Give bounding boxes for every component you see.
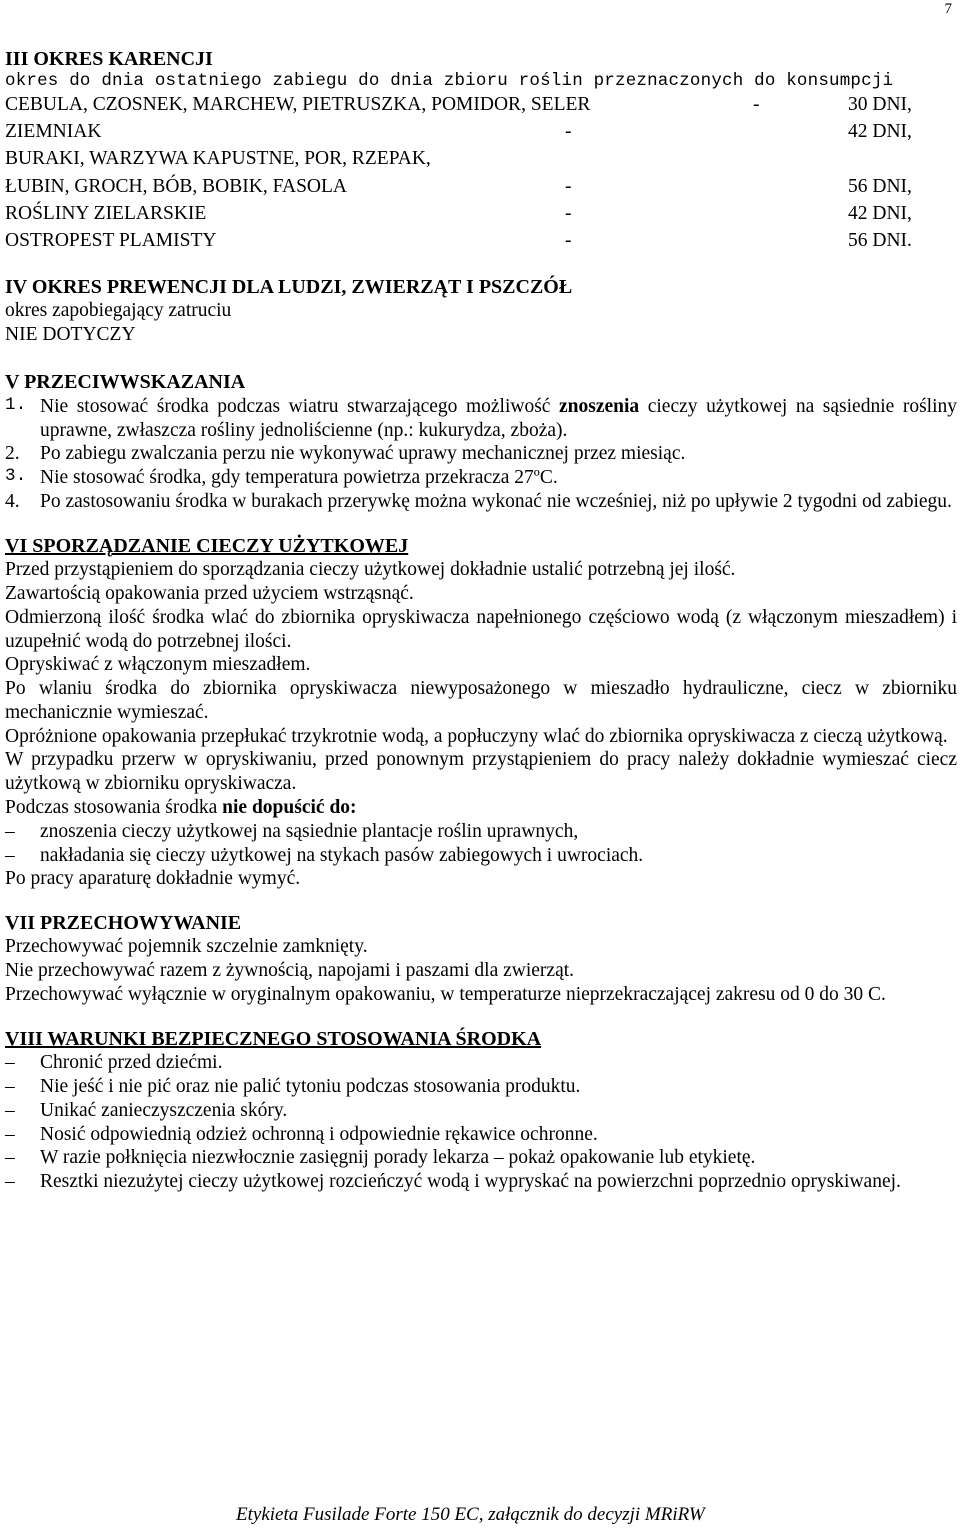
paragraph <box>5 796 957 820</box>
paragraph: Nie przechowywać razem z żywnością, napojami i paszami dla zwierząt. <box>5 960 575 982</box>
page-number: 7 <box>944 1 952 17</box>
crop-name: OSTROPEST PLAMISTY <box>5 230 217 252</box>
list-item <box>5 1075 957 1099</box>
section-3-title: III OKRES KARENCJI <box>5 48 213 70</box>
paragraph-text: Podczas stosowania środka <box>5 796 223 818</box>
separator-dash: - <box>565 175 572 197</box>
table-row <box>5 147 957 174</box>
item-text-bold: znoszenia <box>559 395 640 417</box>
withdrawal-days: 42 DNI, <box>848 202 912 224</box>
withdrawal-days: 56 DNI. <box>848 230 912 252</box>
section-4-title: IV OKRES PREWENCJI DLA LUDZI, ZWIERZĄT I PSZCZÓŁ <box>5 275 573 298</box>
item-text-start: Nie stosować środka podczas wiatru stwarzającego możliwość <box>40 395 560 417</box>
label-document <box>5 47 957 1194</box>
dash-bullet-icon: – <box>5 1052 15 1074</box>
paragraph: Odmierzoną ilość środka wlać do zbiornika opryskiwacza napełnionego częściowo wodą (z włączonym mieszadłem) i uzupełnić wodą do potrzebnej ilości. <box>5 606 957 652</box>
item-text: W razie połknięcia niezwłocznie zasięgnij porady lekarza – pokaż opakowanie lub etykietę. <box>40 1147 756 1169</box>
paragraph-bold: nie dopuścić do: <box>222 796 357 818</box>
list-item <box>5 442 957 466</box>
paragraph: Opryskiwać z włączonym mieszadłem. <box>5 654 311 676</box>
item-text: nakładania się cieczy użytkowej na stykach pasów zabiegowych i uwrociach. <box>40 844 644 866</box>
withdrawal-days: 56 DNI, <box>848 175 912 197</box>
item-text: Chronić przed dziećmi. <box>40 1052 223 1074</box>
paragraph: Przed przystąpieniem do sporządzania cieczy użytkowej dokładnie ustalić potrzebną jej ilość. <box>5 559 736 581</box>
table-row <box>5 175 957 202</box>
list-item <box>5 844 957 868</box>
paragraph: Przechowywać pojemnik szczelnie zamknięty. <box>5 936 368 958</box>
dash-bullet-icon: – <box>5 1076 15 1097</box>
paragraph: Po wlaniu środka do zbiornika opryskiwacza niewyposażonego w mieszadło hydrauliczne, ciecz w zbiorniku mechanicznie wymieszać. <box>5 678 957 723</box>
section-4-subtitle: okres zapobiegający zatruciu <box>5 299 232 321</box>
section-3-subtitle: okres do dnia ostatniego zabiegu do dnia zbioru roślin przeznaczonych do konsumpcji <box>5 71 894 92</box>
bullet-list <box>5 820 957 868</box>
withdrawal-table <box>5 93 957 257</box>
list-item <box>5 1123 957 1147</box>
withdrawal-days: 30 DNI, <box>848 93 912 115</box>
item-text: Unikać zanieczyszczenia skóry. <box>40 1099 288 1121</box>
item-text: znoszenia cieczy użytkowej na sąsiednie plantacje roślin uprawnych, <box>40 820 579 842</box>
item-text: Po zastosowaniu środka w burakach przerywkę można wykonać nie wcześniej, niż po upływie 2 tygodni od zabiegu. <box>40 490 952 512</box>
section-7-title: VII PRZECHOWYWANIE <box>5 912 242 935</box>
table-row <box>5 93 957 120</box>
list-item <box>5 820 957 844</box>
section-6-title: VI SPORZĄDZANIE CIECZY UŻYTKOWEJ <box>5 534 409 557</box>
safety-list <box>5 1051 957 1194</box>
paragraph: Zawartością opakowania przed użyciem wstrząsnąć. <box>5 582 414 604</box>
item-number: 3. <box>5 466 27 487</box>
dash-bullet-icon: – <box>5 820 15 842</box>
list-item <box>5 395 957 443</box>
dash-bullet-icon: – <box>5 1099 15 1121</box>
dash-bullet-icon: – <box>5 1171 15 1193</box>
list-item <box>5 1146 957 1170</box>
separator-dash: - <box>753 93 760 115</box>
item-text-end: cieczy użytkowej na sąsiednie rośliny uprawne, zwłaszcza rośliny jednoliścienne (np.: kukurydza, zboża). <box>40 395 957 441</box>
section-5-title: V PRZECIWWSKAZANIA <box>5 371 246 394</box>
item-number: 2. <box>5 443 20 465</box>
paragraph: Opróżnione opakowania przepłukać trzykrotnie wodą, a popłuczyny wlać do zbiornika opryskiwacza z cieczą użytkową. <box>5 725 948 747</box>
footer: Etykieta Fusilade Forte 150 EC, załącznik do decyzji MRiRW <box>236 1504 705 1525</box>
crop-name: ŁUBIN, GROCH, BÓB, BOBIK, FASOLA <box>5 175 348 197</box>
item-text: Nosić odpowiednią odzież ochronną i odpowiednie rękawice ochronne. <box>40 1123 598 1145</box>
section-4-value: NIE DOTYCZY <box>5 323 136 345</box>
dash-bullet-icon: – <box>5 1147 15 1169</box>
separator-dash: - <box>565 202 572 224</box>
paragraph: Po pracy aparaturę dokładnie wymyć. <box>5 868 301 890</box>
withdrawal-days: 42 DNI, <box>848 121 912 143</box>
table-row <box>5 120 957 147</box>
item-number: 4. <box>5 490 20 512</box>
list-item <box>5 466 957 490</box>
item-text: Nie jeść i nie pić oraz nie palić tytoniu podczas stosowania produktu. <box>40 1076 581 1097</box>
item-text: Resztki niezużytej cieczy użytkowej rozcieńczyć wodą i wypryskać na powierzchni poprzednio opryskiwanej. <box>40 1171 901 1193</box>
crop-name: ZIEMNIAK <box>5 121 102 143</box>
section-8-title: VIII WARUNKI BEZPIECZNEGO STOSOWANIA ŚRODKA <box>5 1027 542 1050</box>
item-text <box>40 395 957 443</box>
separator-dash: - <box>565 230 572 252</box>
item-text: Po zabiegu zwalczania perzu nie wykonywać uprawy mechanicznej przez miesiąc. <box>40 443 686 465</box>
contraindications-list <box>5 395 957 514</box>
crop-name: ROŚLINY ZIELARSKIE <box>5 202 207 224</box>
crop-name: CEBULA, CZOSNEK, MARCHEW, PIETRUSZKA, POMIDOR, SELER <box>5 93 591 115</box>
table-row <box>5 229 957 256</box>
list-item <box>5 490 957 514</box>
paragraph: Przechowywać wyłącznie w oryginalnym opakowaniu, w temperaturze nieprzekraczającej zakresu od 0 do 30 C. <box>5 984 886 1006</box>
dash-bullet-icon: – <box>5 844 15 866</box>
separator-dash: - <box>565 121 572 143</box>
list-item <box>5 1099 957 1123</box>
list-item <box>5 1170 957 1194</box>
table-row <box>5 202 957 229</box>
paragraph: W przypadku przerw w opryskiwaniu, przed ponownym przystąpieniem do pracy należy dokładnie wymieszać ciecz użytkową w zbiorniku opryskiwacza. <box>5 749 957 795</box>
dash-bullet-icon: – <box>5 1123 15 1145</box>
item-text: Nie stosować środka, gdy temperatura powietrza przekracza 27ºC. <box>40 467 558 489</box>
crop-name: BURAKI, WARZYWA KAPUSTNE, POR, RZEPAK, <box>5 148 431 170</box>
item-number: 1. <box>5 394 27 415</box>
list-item <box>5 1051 957 1075</box>
